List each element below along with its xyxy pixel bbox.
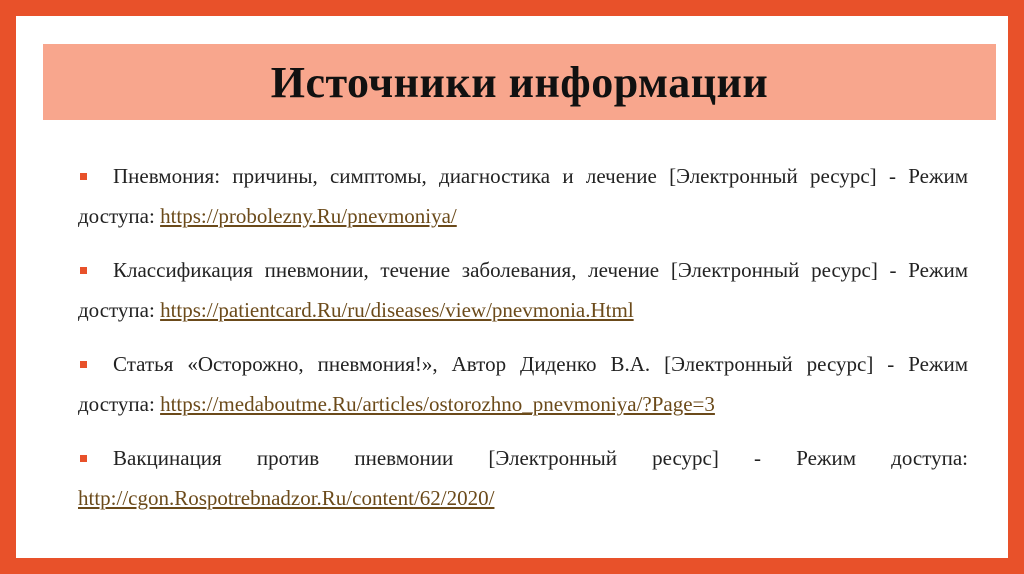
slide [16,16,1008,558]
slide-title: Источники информации [270,57,769,107]
source-text: Классификация пневмонии, течение заболевания, лечение [Электронный ресурс] - Режим доступа: [78,258,968,322]
source-item [78,250,968,330]
title-bar [43,44,996,120]
source-text: Статья «Осторожно, пневмония!», Автор Диденко В.А. [Электронный ресурс] - Режим доступа: [78,352,968,416]
source-item [78,344,968,424]
source-link[interactable]: https://medaboutme.Ru/articles/ostorozhno_pnevmoniya/?Page=3 [160,392,715,416]
source-link[interactable]: https://patientcard.Ru/ru/diseases/view/pnevmonia.Html [160,298,634,322]
source-text: Пневмония: причины, симптомы, диагностика и лечение [Электронный ресурс] - Режим доступа: [78,164,968,228]
bullet-icon [80,455,87,462]
source-item [78,156,968,236]
source-item [78,438,968,518]
source-link[interactable]: https://probolezny.Ru/pnevmoniya/ [160,204,457,228]
sources-list [78,156,968,532]
source-link[interactable]: http://cgon.Rospotrebnadzor.Ru/content/62/2020/ [78,486,495,510]
bullet-icon [80,267,87,274]
source-text: Вакцинация против пневмонии [Электронный ресурс] - Режим доступа: [113,446,968,470]
bullet-icon [80,361,87,368]
bullet-icon [80,173,87,180]
